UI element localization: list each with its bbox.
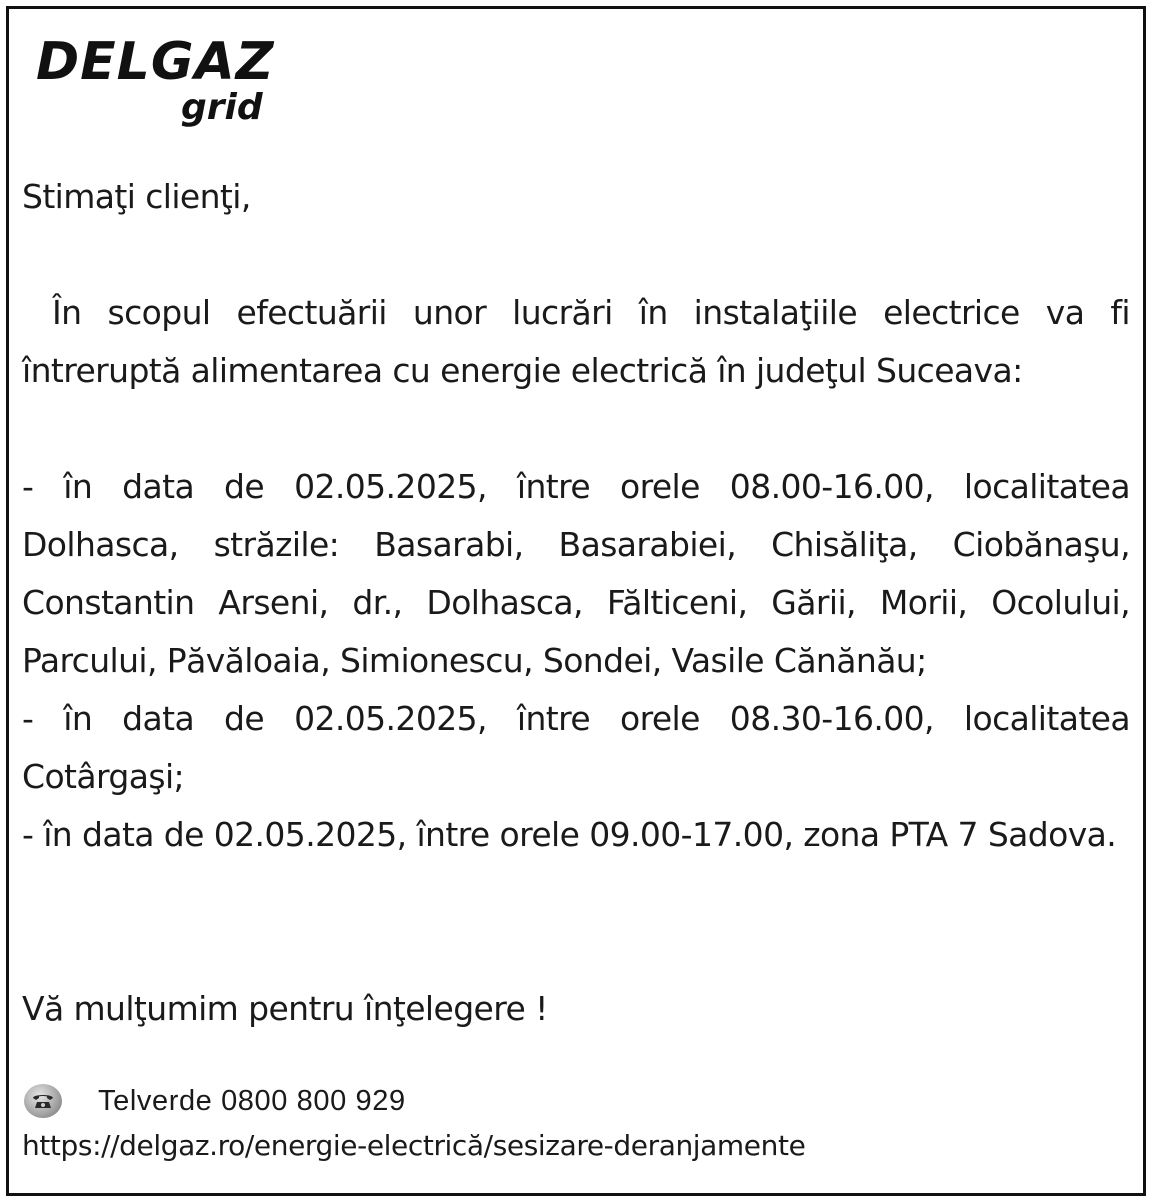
phone-contact [24,1082,406,1120]
closing-line: Vă mulţumim pentru înţelegere ! [22,989,548,1028]
outage-item-sadova: - în data de 02.05.2025, între orele 09.00-17.00, zona PTA 7 Sadova. [22,815,1117,854]
greeting: Stimaţi clienţi, [22,177,251,216]
logo-subtitle: grid [181,87,263,128]
delgaz-grid-logo [36,34,286,134]
outage-item-cotargasi: - în data de 02.05.2025, între orele 08.30-16.00, localitatea Cotârgaşi; [22,699,1130,796]
outage-item-dolhasca: - în data de 02.05.2025, între orele 08.00-16.00, localitatea Dolhasca, străzile: Basarabi, Basarabiei, Chisăliţa, Ciobănaşu, Constantin Arseni, dr., Dolhasca, Fălticeni, Gării, Morii, Ocolului, Parcului, Păvăloaia, Simionescu, Sondei, Vasile Cănănău; [22,467,1130,680]
logo-wordmark: DELGAZ [36,32,275,92]
report-url-link[interactable]: https://delgaz.ro/energie-electrică/sesizare-deranjamente [22,1129,806,1162]
intro-paragraph: În scopul efectuării unor lucrări în instalaţiile electrice va fi întreruptă alimentarea cu energie electrică în judeţul Suceava: [22,293,1130,390]
phone-number: Telverde 0800 800 929 [98,1084,406,1117]
telephone-icon [24,1084,62,1118]
